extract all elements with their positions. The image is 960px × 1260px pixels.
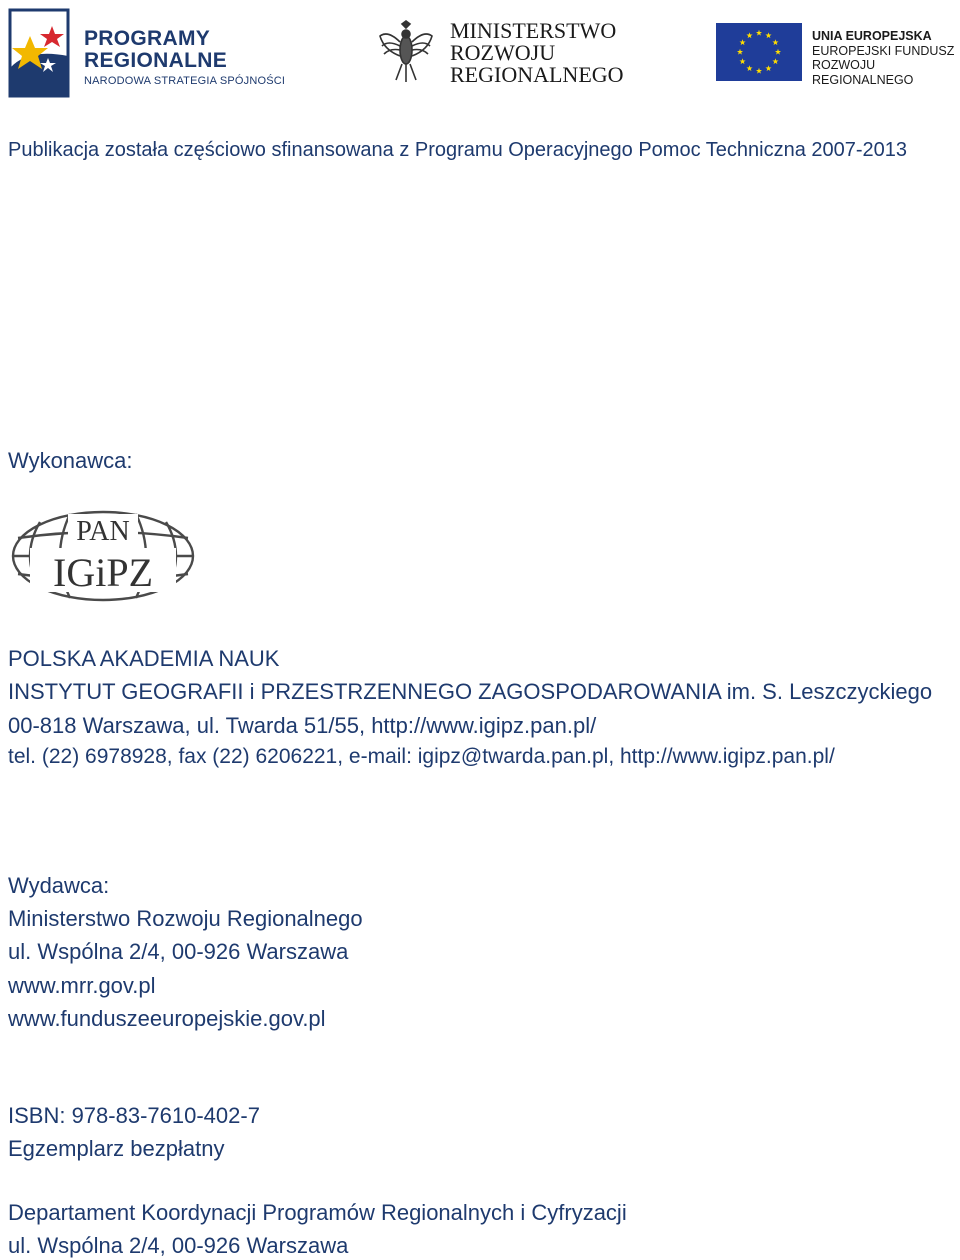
ministerstwo-line2: ROZWOJU bbox=[450, 40, 556, 65]
wykonawca-label: Wykonawca: bbox=[8, 448, 133, 473]
eagle-emblem-icon bbox=[378, 20, 434, 84]
wydawca-line: ul. Wspólna 2/4, 00-926 Warszawa bbox=[8, 939, 349, 964]
eu-line1: UNIA EUROPEJSKA bbox=[812, 29, 932, 43]
wydawca-link[interactable]: www.funduszeeuropejskie.gov.pl bbox=[8, 1006, 326, 1031]
wykonawca-line: 00-818 Warszawa, ul. Twarda 51/55, http://www.igipz.pan.pl/ bbox=[8, 713, 597, 738]
funding-note: Publikacja została częściowo sfinansowana z Programu Operacyjnego Pomoc Techniczna 2007-2013 bbox=[8, 139, 908, 161]
igipz-globe-logo bbox=[10, 508, 196, 604]
departament-address: ul. Wspólna 2/4, 00-926 Warszawa bbox=[8, 1233, 349, 1258]
wykonawca-line: INSTYTUT GEOGRAFII i PRZESTRZENNEGO ZAGOSPODAROWANIA im. S. Leszczyckiego bbox=[8, 679, 933, 704]
wykonawca-line: tel. (22) 6978928, fax (22) 6206221, e-mail: igipz@twarda.pan.pl, http://www.igipz.pan.pl/ bbox=[8, 745, 835, 768]
departament-name: Departament Koordynacji Programów Regionalnych i Cyfryzacji bbox=[8, 1200, 627, 1225]
wydawca-link[interactable]: www.mrr.gov.pl bbox=[8, 973, 156, 998]
programy-title-line2: REGIONALNE bbox=[84, 49, 228, 72]
wykonawca-line: POLSKA AKADEMIA NAUK bbox=[8, 646, 280, 671]
egzemplarz-note: Egzemplarz bezpłatny bbox=[8, 1136, 225, 1161]
eu-line3: ROZWOJU REGIONALNEGO bbox=[812, 58, 914, 87]
ministerstwo-line3: REGIONALNEGO bbox=[450, 62, 624, 87]
igipz-logo-top-text: PAN bbox=[76, 516, 130, 547]
star-emblem-icon bbox=[8, 8, 70, 98]
programy-subtitle: NARODOWA STRATEGIA SPÓJNOŚCI bbox=[84, 75, 286, 87]
wydawca-line: Ministerstwo Rozwoju Regionalnego bbox=[8, 906, 363, 931]
ministerstwo-line1: MINISTERSTWO bbox=[450, 18, 617, 43]
wydawca-label: Wydawca: bbox=[8, 873, 110, 898]
ministerstwo-logo bbox=[378, 20, 638, 90]
programy-regionalne-logo bbox=[8, 8, 298, 100]
eu-logo bbox=[716, 23, 960, 87]
isbn: ISBN: 978-83-7610-402-7 bbox=[8, 1103, 260, 1128]
eu-flag-icon bbox=[716, 23, 802, 81]
eu-line2: EUROPEJSKI FUNDUSZ bbox=[812, 43, 955, 58]
programy-title-line1: PROGRAMY bbox=[84, 27, 211, 50]
igipz-logo-bottom-text: IGiPZ bbox=[53, 550, 153, 595]
